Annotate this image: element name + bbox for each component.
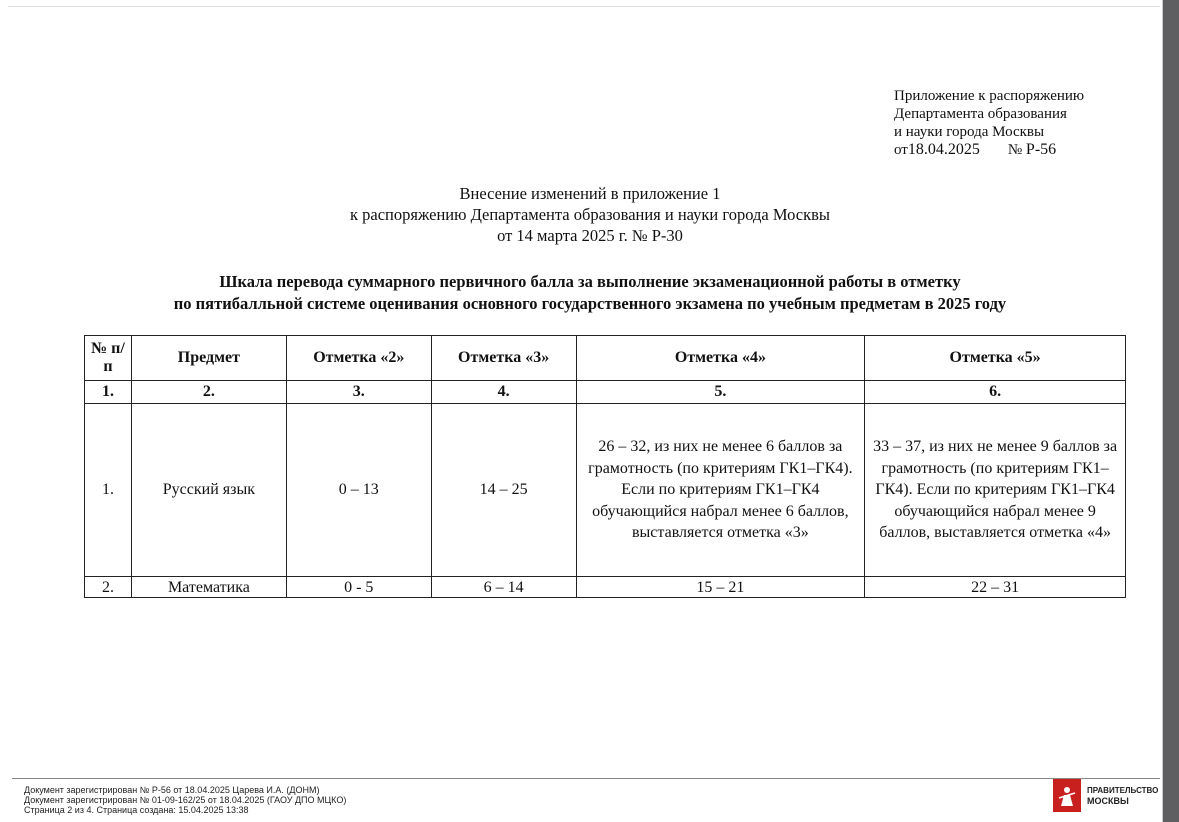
footer-divider xyxy=(12,778,1160,779)
header-grade-3: Отметка «3» xyxy=(431,336,576,381)
number-prefix: № xyxy=(1007,142,1023,158)
table-row xyxy=(85,404,1126,577)
document-heading xyxy=(240,183,940,246)
appendix-line-1: Приложение к распоряжению xyxy=(894,88,1085,104)
column-number: 3. xyxy=(286,381,431,404)
table-header-row xyxy=(85,336,1126,381)
document-title xyxy=(40,271,1140,315)
appendix-note xyxy=(894,87,1084,159)
viewer-gutter xyxy=(1163,0,1179,822)
government-logo xyxy=(1053,779,1158,812)
grade-3-cell: 6 – 14 xyxy=(431,577,576,598)
appendix-line-3: и науки города Москвы xyxy=(894,124,1045,140)
column-number-row xyxy=(85,381,1126,404)
column-number: 1. xyxy=(85,381,132,404)
registration-date: 18.04.2025 xyxy=(907,141,980,158)
row-number: 1. xyxy=(85,404,132,577)
title-line-1: Шкала перевода суммарного первичного балла за выполнение экзаменационной работы в отметку xyxy=(219,272,961,291)
row-number: 2. xyxy=(85,577,132,598)
title-line-2: по пятибалльной системе оценивания основного государственного экзамена по учебным предметам в 2025 году xyxy=(173,294,1007,313)
appendix-registration xyxy=(894,141,1084,159)
grade-4-cell: 26 – 32, из них не менее 6 баллов за грамотность (по критериям ГК1–ГК4). Если по критериям ГК1–ГК4 обучающийся набрал менее 6 баллов, выставляется отметка «3» xyxy=(576,404,865,577)
header-subject: Предмет xyxy=(131,336,286,381)
column-number: 6. xyxy=(865,381,1126,404)
column-number: 4. xyxy=(431,381,576,404)
footer-line-1: Документ зарегистрирован № Р-56 от 18.04.2025 Царева И.А. (ДОНМ) xyxy=(24,785,320,795)
registration-footer xyxy=(24,785,346,815)
heading-line-1: Внесение изменений в приложение 1 xyxy=(459,184,721,203)
grade-4-cell: 15 – 21 xyxy=(576,577,865,598)
grade-2-cell: 0 - 5 xyxy=(286,577,431,598)
grade-2-cell: 0 – 13 xyxy=(286,404,431,577)
header-grade-4: Отметка «4» xyxy=(576,336,865,381)
date-prefix: от xyxy=(894,142,908,158)
column-number: 5. xyxy=(576,381,865,404)
appendix-line-2: Департамента образования xyxy=(894,106,1067,122)
grade-3-cell: 14 – 25 xyxy=(431,404,576,577)
grade-scale-table xyxy=(84,335,1126,598)
heading-line-2: к распоряжению Департамента образования и науки города Москвы xyxy=(350,205,830,224)
page-top-edge xyxy=(8,6,1160,7)
heading-line-3: от 14 марта 2025 г. № Р-30 xyxy=(497,226,683,245)
subject-cell: Русский язык xyxy=(131,404,286,577)
header-number: № п/п xyxy=(85,336,132,381)
footer-line-2: Документ зарегистрирован № 01-09-162/25 от 18.04.2025 (ГАОУ ДПО МЦКО) xyxy=(24,795,347,805)
footer-line-3: Страница 2 из 4. Страница создана: 15.04.2025 13:38 xyxy=(24,805,249,815)
header-grade-5: Отметка «5» xyxy=(865,336,1126,381)
column-number: 2. xyxy=(131,381,286,404)
table-row xyxy=(85,577,1126,598)
subject-cell: Математика xyxy=(131,577,286,598)
grade-5-cell: 22 – 31 xyxy=(865,577,1126,598)
grade-5-cell: 33 – 37, из них не менее 9 баллов за грамотность (по критериям ГК1–ГК4). Если по критериям ГК1–ГК4 обучающийся набрал менее 9 баллов, выставляется отметка «4» xyxy=(865,404,1126,577)
header-grade-2: Отметка «2» xyxy=(286,336,431,381)
logo-line-2: МОСКВЫ xyxy=(1087,795,1129,806)
registration-number: Р-56 xyxy=(1025,141,1057,158)
logo-line-1: ПРАВИТЕЛЬСТВО xyxy=(1087,785,1159,795)
moscow-crest-icon xyxy=(1053,779,1081,812)
